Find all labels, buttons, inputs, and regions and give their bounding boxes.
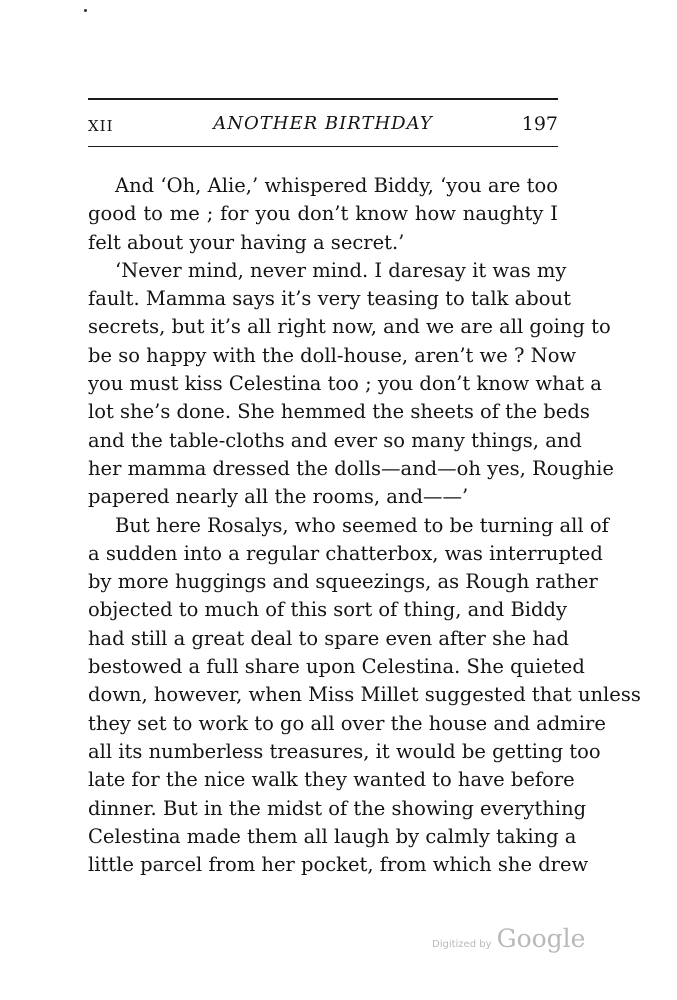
text-line: lot she’s done. She hemmed the sheets of the beds [88, 400, 590, 424]
text-line: by more huggings and squeezings, as Rough rather [88, 570, 598, 594]
text-line: good to me ; for you don’t know how naughty I [88, 202, 558, 226]
digitized-by-google-watermark [432, 924, 585, 953]
running-header [88, 113, 558, 143]
text-line: But here Rosalys, who seemed to be turning all of [115, 513, 609, 537]
text-line: objected to much of this sort of thing, and Biddy [88, 598, 568, 622]
text-line: Celestina made them all laugh by calmly taking a [88, 824, 577, 848]
text-line: you must kiss Celestina too ; you don’t know what a [88, 372, 602, 396]
text-line: fault. Mamma says it’s very teasing to talk about [88, 287, 571, 311]
text-line: late for the nice walk they wanted to have before [88, 768, 575, 792]
body-text [88, 172, 641, 879]
text-line: secrets, but it’s all right now, and we are all going to [88, 315, 611, 339]
google-logo: Google [496, 924, 586, 953]
text-line: and the table-cloths and ever so many things, and [88, 428, 582, 452]
header-rule-top [88, 98, 558, 100]
chapter-number: XII [88, 117, 114, 135]
page-number: 197 [521, 113, 558, 135]
text-line: dinner. But in the midst of the showing everything [88, 796, 587, 820]
scan-speck [84, 9, 87, 12]
text-line: And ‘Oh, Alie,’ whispered Biddy, ‘you are too [115, 174, 558, 197]
running-title: ANOTHER BIRTHDAY [213, 113, 433, 134]
text-line: they set to work to go all over the house and admire [88, 711, 606, 735]
text-line: down, however, when Miss Millet suggested that unless [88, 683, 641, 707]
text-line: bestowed a full share upon Celestina. She quieted [88, 655, 585, 679]
text-line: ‘Never mind, never mind. I daresay it was my [115, 258, 567, 282]
text-line: had still a great deal to spare even after she had [88, 626, 570, 650]
text-line: a sudden into a regular chatterbox, was interrupted [88, 541, 603, 565]
text-line: papered nearly all the rooms, and——’ [88, 485, 469, 509]
text-line: be so happy with the doll-house, aren’t we ? Now [88, 343, 577, 367]
text-line: little parcel from her pocket, from which she drew [88, 853, 589, 877]
text-line: her mamma dressed the dolls—and—oh yes, Roughie [88, 456, 614, 480]
watermark-prefix: Digitized by [432, 939, 492, 950]
text-line: felt about your having a secret.’ [88, 230, 405, 254]
text-line: all its numberless treasures, it would be getting too [88, 739, 601, 763]
header-rule-bottom [88, 146, 558, 147]
